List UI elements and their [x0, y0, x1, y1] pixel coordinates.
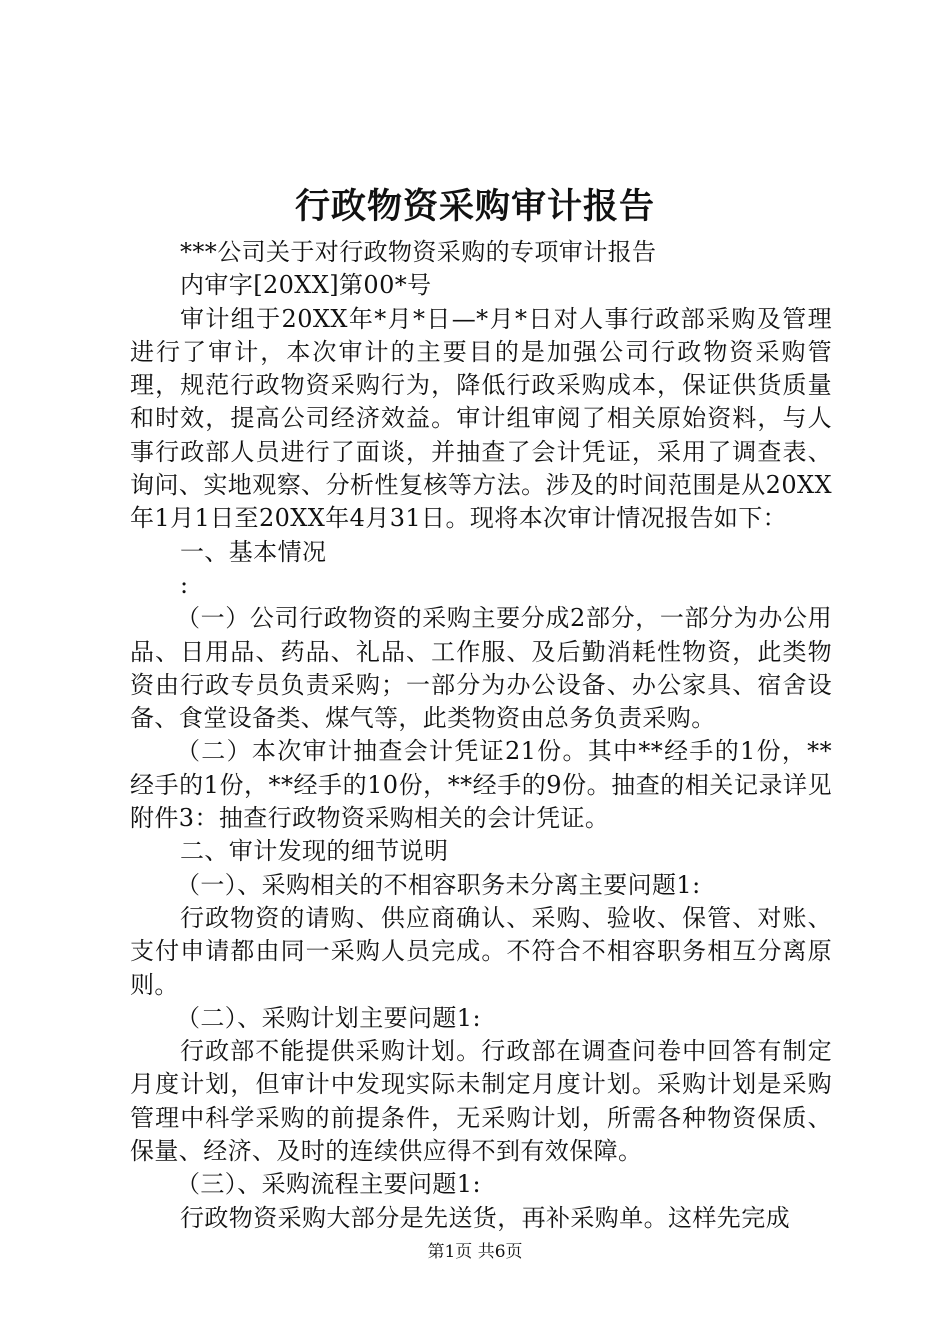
intro-paragraph: 审计组于20XX年*月*日—*月*日对人事行政部采购及管理进行了审计，本次审计的主要目的是加强公司行政物资采购管理，规范行政物资采购行为，降低行政采购成本，保证供货质量和时效，提高公司经济效益。审计组审阅了相关原始资料，与人事行政部人员进行了面谈，并抽查了会计凭证，采用了调查表、询问、实地观察、分析性复核等方法。涉及的时间范围是从20XX年1月1日至20XX年4月31日。现将本次审计情况报告如下：	[130, 304, 832, 533]
section-heading-basic: 一、基本情况	[180, 537, 327, 566]
finding-heading-2: （二）、采购计划主要问题1:	[176, 1003, 481, 1032]
document-body	[130, 236, 832, 1235]
document-title: 行政物资采购审计报告	[294, 186, 655, 227]
report-heading: ***公司关于对行政物资采购的专项审计报告	[180, 238, 657, 266]
page-footer: 第1页 共6页	[427, 1242, 523, 1262]
colon-line: :	[180, 570, 189, 599]
finding-heading-3: （三）、采购流程主要问题1:	[176, 1170, 481, 1199]
section-heading-findings: 二、审计发现的细节说明	[180, 837, 449, 866]
finding-heading-1: （一）、采购相关的不相容职务未分离主要问题1:	[176, 870, 701, 899]
finding-text-1: 行政物资的请购、供应商确认、采购、验收、保管、对账、支付申请都由同一采购人员完成。不符合不相容职务相互分离原则。	[130, 903, 832, 999]
document-number: 内审字[20XX]第00*号	[180, 271, 432, 300]
finding-text-3: 行政物资采购大部分是先送货，再补采购单。这样先完成	[180, 1203, 790, 1232]
finding-text-2: 行政部不能提供采购计划。行政部在调查问卷中回答有制定月度计划，但审计中发现实际未制定月度计划。采购计划是采购管理中科学采购的前提条件，无采购计划，所需各种物资保质、保量、经济、及时的连续供应得不到有效保障。	[130, 1037, 832, 1166]
basic-item-1: （一）公司行政物资的采购主要分成2部分，一部分为办公用品、日用品、药品、礼品、工作服、及后勤消耗性物资，此类物资由行政专员负责采购；一部分为办公设备、办公家具、宿舍设备、食堂设备类、煤气等，此类物资由总务负责采购。	[130, 604, 832, 733]
basic-item-2: （二）本次审计抽查会计凭证21份。其中**经手的1份，**经手的1份，**经手的10份，**经手的9份。抽查的相关记录详见附件3：抽查行政物资采购相关的会计凭证。	[130, 737, 832, 833]
